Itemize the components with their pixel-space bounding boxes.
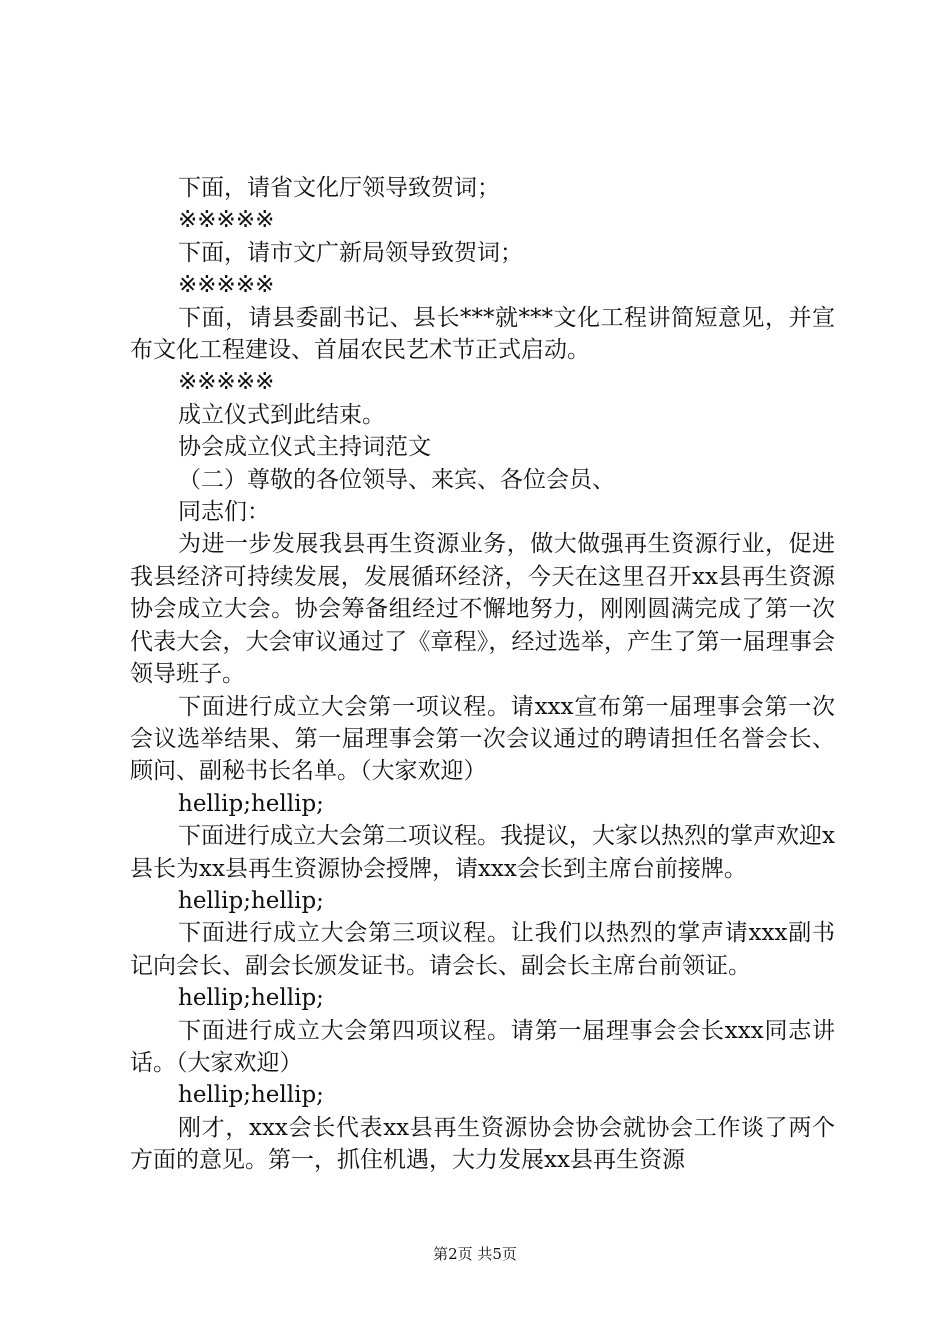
paragraph: 成立仪式到此结束。 bbox=[178, 401, 385, 428]
greeting-line: （二）尊敬的各位领导、来宾、各位会员、 bbox=[178, 466, 615, 493]
section-title: 协会成立仪式主持词范文 bbox=[178, 434, 431, 461]
ellipsis-line: hellip;hellip; bbox=[178, 887, 324, 914]
ellipsis-line: hellip;hellip; bbox=[178, 790, 324, 817]
ellipsis-line: hellip;hellip; bbox=[178, 985, 324, 1012]
paragraph: 刚才，xxx会长代表xx县再生资源协会协会就协会工作谈了两个方面的意见。第一，抓住机遇，大力发展xx县再生资源 bbox=[130, 1114, 835, 1174]
paragraph: 下面进行成立大会第一项议程。请xxx宣布第一届理事会第一次会议选举结果、第一届理事会第一次会议通过的聘请担任名誉会长、顾问、副秘书长名单。（大家欢迎） bbox=[130, 693, 835, 785]
separator-paragraph: ※※※※※ bbox=[178, 272, 275, 299]
paragraph: 下面进行成立大会第二项议程。我提议，大家以热烈的掌声欢迎x县长为xx县再生资源协会授牌，请xxx会长到主席台前接牌。 bbox=[130, 823, 835, 882]
separator-paragraph: ※※※※※ bbox=[178, 369, 275, 396]
paragraph: 下面进行成立大会第四项议程。请第一届理事会会长xxx同志讲话。（大家欢迎） bbox=[130, 1017, 835, 1076]
document-body bbox=[130, 172, 835, 1177]
greeting-line: 同志们： bbox=[178, 499, 270, 526]
page-footer: 第2页 共5页 bbox=[433, 1245, 517, 1263]
paragraph: 为进一步发展我县再生资源业务，做大做强再生资源行业，促进我县经济可持续发展，发展循环经济，今天在这里召开xx县再生资源协会成立大会。协会筹备组经过不懈地努力，刚刚圆满完成了第一次代表大会，大会审议通过了《章程》，经过选举，产生了第一届理事会领导班子。 bbox=[130, 531, 835, 688]
separator-paragraph: ※※※※※ bbox=[178, 207, 275, 234]
paragraph: 下面，请市文广新局领导致贺词； bbox=[178, 239, 523, 266]
paragraph: 下面进行成立大会第三项议程。让我们以热烈的掌声请xxx副书记向会长、副会长颁发证书。请会长、副会长主席台前领证。 bbox=[130, 920, 835, 979]
paragraph: 下面，请省文化厅领导致贺词； bbox=[178, 175, 500, 201]
paragraph: 下面，请县委副书记、县长***就***文化工程讲简短意见，并宣布文化工程建设、首届农民艺术节正式启动。 bbox=[130, 304, 835, 364]
ellipsis-line: hellip;hellip; bbox=[178, 1082, 324, 1109]
